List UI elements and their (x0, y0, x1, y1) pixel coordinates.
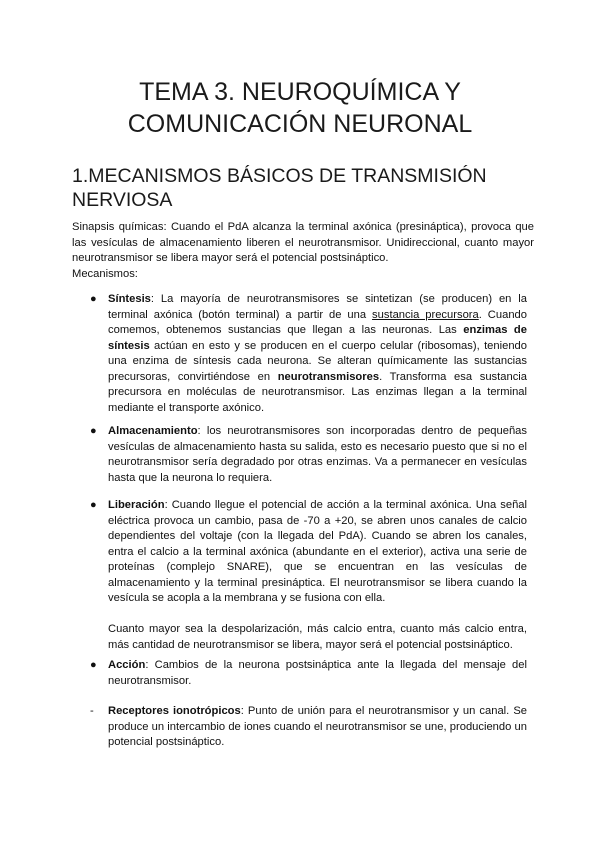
mechanisms-label: Mecanismos: (72, 267, 138, 280)
section-title-line-1: 1.MECANISMOS BÁSICOS DE TRANSMISIÓN (72, 165, 487, 187)
accion-paragraph (108, 658, 527, 689)
liberacion-paragraph (108, 498, 527, 607)
section-title-line-2: NERVIOSA (72, 189, 173, 211)
bullet-icon: ● (90, 659, 97, 671)
intro-label: Sinapsis químicas (72, 221, 164, 233)
sustancia-precursora: sustancia precursora (372, 308, 479, 321)
neurotransmisores-bold: neurotransmisores (277, 370, 380, 383)
intro-paragraph (72, 220, 534, 282)
section-title (72, 164, 542, 212)
dash-marker: - (90, 705, 94, 717)
almacenamiento-paragraph (108, 424, 527, 486)
term-liberacion: Liberación (108, 499, 165, 511)
receptores-paragraph (108, 704, 527, 751)
title-line-2: COMUNICACIÓN NEURONAL (127, 110, 473, 138)
accion-text: : Cambios de la neurona postsináptica ante la llegada del mensaje del neurotransmisor. (108, 659, 527, 687)
list-item-accion (90, 658, 527, 689)
liberacion-text: : Cuando llegue el potencial de acción a la terminal axónica. Una señal eléctrica provoca un cambio, pasa de -70 a +20, se abren unos canales de calcio dependientes del voltaje (con la llegada del PdA). Cuando se abren los canales, entra el calcio a la terminal axónica (abundante en el exterior), activa una serie de proteínas (complejo SNARE), que se encuentran en las vesículas de almacenamiento y la terminal presináptica. El neurotransmisor se libera cuando la vesícula se acopla a la membrana y se fusiona con ella. (108, 499, 527, 604)
sintesis-text-4: . Transforma esa sustancia precursora en moléculas de neurotransmisor. Las enzimas llegan a la terminal mediante el transporte axónico. (108, 370, 527, 414)
list-item-receptores (90, 704, 528, 751)
bullet-icon: ● (90, 499, 97, 511)
intro-text: : Cuando el PdA alcanza la terminal axónica (presináptica), provoca que las vesículas de almacenamiento liberen el neurotransmisor. Unidireccional, cuanto mayor neurotransmisor se libera mayor será el potencial postsináptico. (72, 221, 534, 264)
almacenamiento-text: : los neurotransmisores son incorporadas dentro de pequeñas vesículas de almacenamiento hasta su salida, esto es necesario puesto que si no el neurotransmisor sería degradado por otras enzimas. Va a permanecer en vesículas hasta que la neurona lo requiera. (108, 425, 527, 484)
bullet-icon: ● (90, 425, 97, 437)
term-accion: Acción (108, 659, 146, 671)
term-sintesis: Síntesis (108, 293, 151, 305)
receptores-text: : Punto de unión para el neurotransmisor y un canal. Se produce un intercambio de iones cuando el neurotransmisor se une, produciendo un potencial postsináptico. (108, 705, 528, 748)
title-line-1: TEMA 3. NEUROQUÍMICA Y (139, 78, 461, 106)
list-item-almacenamiento (90, 424, 527, 486)
sintesis-text-2: . Cuando comemos, obtenemos sustancias que llegan a las neuronas. Las (108, 308, 528, 336)
list-item-liberacion (90, 498, 527, 653)
document-title (0, 76, 600, 140)
sintesis-text-3: actúan en esto y se producen en el cuerpo celular (ribosomas), teniendo una enzima de síntesis cada neurona. Se alteran químicamente las sustancias precursoras, convirtiéndose en (108, 339, 527, 383)
sintesis-paragraph (108, 292, 527, 416)
sintesis-text-1: : La mayoría de neurotransmisores se sintetizan (se producen) en la terminal axónica (botón terminal) a partir de una (108, 293, 527, 321)
bullet-icon: ● (90, 293, 97, 305)
term-receptores-ionotropicos: Receptores ionotrópicos (108, 705, 241, 717)
list-item-sintesis (90, 292, 528, 416)
term-almacenamiento: Almacenamiento (108, 425, 198, 437)
liberacion-paragraph-2: Cuanto mayor sea la despolarización, más calcio entra, cuanto más calcio entra, más cantidad de neurotransmisor se libera, mayor será el potencial postsináptico. (108, 623, 527, 651)
enzimas-de-sintesis: enzimas de síntesis (108, 324, 527, 352)
